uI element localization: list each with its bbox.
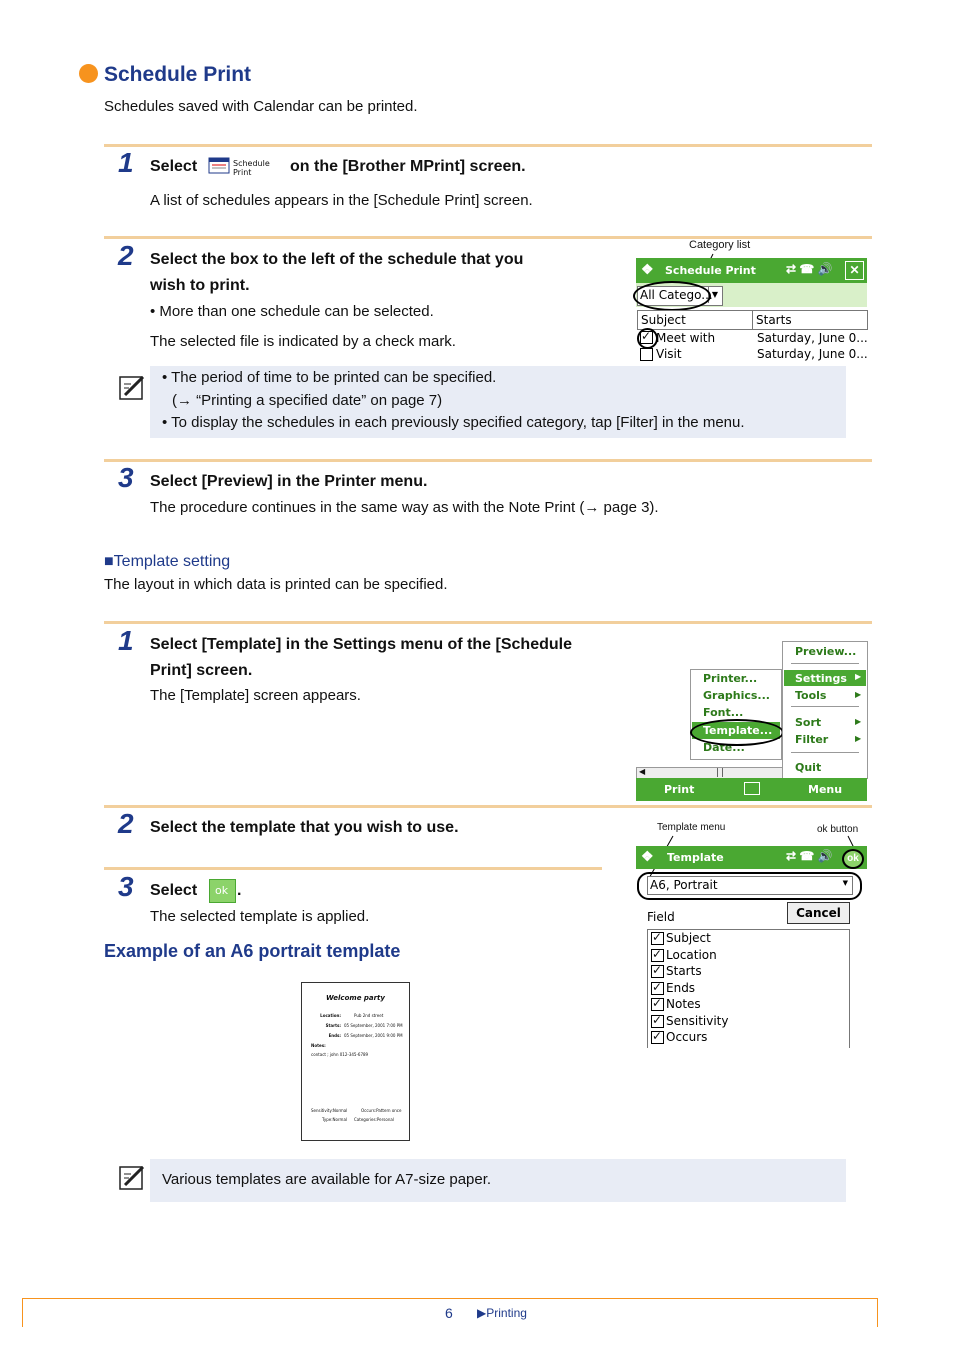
windows-logo-icon: ❖ [641,848,654,864]
example-notes-value: contact ; john 012-345-6789 [311,1052,369,1057]
step-title: Select the template that you wish to use. [150,819,459,836]
chevron-down-icon: ▼ [708,287,721,303]
field-label-item: Notes [666,997,701,1011]
print-softkey[interactable]: Print [664,783,695,796]
row-checkbox[interactable] [640,348,653,361]
step-title: Select [Preview] in the Printer menu. [150,473,428,490]
menu-item-preview[interactable]: Preview... [795,645,857,658]
field-label: Field [647,910,675,924]
example-type: Type:Normal [322,1117,348,1122]
screen-title: Template [667,851,724,864]
row-subject: Meet with [656,331,716,345]
scroll-left-icon[interactable]: ◀ [639,767,646,776]
example-notes-key: Notes: [311,1043,326,1048]
step-body-1: • More than one schedule can be selected. [150,303,434,320]
page-number: 6 [445,1305,453,1321]
example-ends-value: 05 September, 2001 9:00 PM [344,1033,403,1038]
example-heading: Example of an A6 portrait template [104,941,401,961]
page-title: Schedule Print [104,63,252,86]
callout-category-list: Category list [689,239,751,251]
section-bullet-icon [79,64,98,83]
subsection-heading: ■Template setting [104,553,231,570]
note-line-2: (→ “Printing a specified date” on page 7) [172,392,443,409]
field-label-item: Location [666,947,717,962]
category-highlight-ellipse [633,281,711,311]
example-title: Welcome party [326,994,385,1002]
callout-ok-button: ok button [817,824,859,835]
step-divider [104,805,872,808]
step-divider [104,621,872,624]
menu-item-font[interactable]: Font... [703,706,744,719]
ok-label: ok [847,853,859,864]
field-label-item: Ends [666,980,696,995]
windows-logo-icon: ❖ [641,261,654,277]
template-select-value: A6, Portrait [650,878,718,892]
row-starts: Saturday, June 0... [757,331,868,345]
section-intro: Schedules saved with Calendar can be printed. [104,98,418,115]
subsection-intro: The layout in which data is printed can be specified. [104,576,448,593]
step-body: The selected template is applied. [150,908,370,925]
field-label-item: Sensitivity [666,1013,729,1028]
menu-item-tools[interactable]: Tools [795,689,827,702]
step-body: A list of schedules appears in the [Schedule Print] screen. [150,192,533,209]
field-label-item: Starts [666,964,702,978]
example-sensitivity: Sensitivity:Normal [311,1108,348,1113]
note-icon [117,373,147,408]
footer-link-printing[interactable]: ▶Printing [477,1306,527,1320]
example-location-key: Location: [320,1013,341,1018]
schedule-print-icon-label: Schedule Print [233,159,270,177]
status-icons: ⇄ ☎ 🔊 [786,849,833,863]
step-number: 2 [118,808,134,839]
column-header-label: Starts [756,313,792,327]
menu-item-template[interactable]: Template... [703,724,773,737]
menu-item-graphics[interactable]: Graphics... [703,689,770,702]
menu-softkey[interactable]: Menu [808,783,843,796]
step-number: 3 [118,462,134,493]
chevron-right-icon: ▶ [855,717,862,726]
cancel-button[interactable] [787,902,850,924]
schedule-print-icon [208,156,284,176]
note-icon [117,1163,147,1198]
cancel-label: Cancel [796,906,841,920]
example-starts-key: Starts: [325,1023,341,1028]
menu-item-printer[interactable]: Printer... [703,672,758,685]
bottom-bar [636,778,867,801]
menu-item-settings[interactable]: Settings [795,672,847,685]
menu-separator [791,752,859,753]
step-title-pre: Select [150,158,198,175]
chevron-right-icon: ▶ [855,672,862,681]
step-body: The procedure continues in the same way as with the Note Print (→ page 3). [150,499,659,516]
column-header-subject[interactable] [637,310,753,330]
field-checkbox[interactable] [651,932,664,945]
step-title-line1: Select the box to the left of the schedule that you [150,251,524,268]
step-divider [104,867,602,870]
step-title-line2: wish to print. [150,277,250,294]
step-divider [104,144,872,147]
scroll-thumb[interactable] [717,768,723,777]
ok-label: ok [215,884,229,897]
example-location-value: Pub 2nd street [354,1013,384,1018]
step-number: 3 [118,871,134,902]
menu-item-sort[interactable]: Sort [795,716,822,729]
titlebar [636,846,867,869]
menu-item-quit[interactable]: Quit [795,761,822,774]
menu-item-filter[interactable]: Filter [795,733,829,746]
field-checkbox[interactable] [651,982,664,995]
step-title-pre: Select [150,882,198,899]
chevron-right-icon: ▶ [855,734,862,743]
ok-button-icon [209,879,236,903]
note-line-1: • The period of time to be printed can be specified. [162,369,497,386]
field-checkbox[interactable] [651,949,664,962]
callout-template-menu: Template menu [657,822,726,833]
step-title-post: on the [Brother MPrint] screen. [290,158,526,175]
status-icons: ⇄ ☎ 🔊 [786,262,833,276]
field-checkbox[interactable] [651,1031,664,1044]
example-ends-key: Ends: [328,1033,341,1038]
chevron-down-icon: ▼ [842,879,848,887]
titlebar [636,258,867,283]
settings-submenu [690,669,782,760]
ok-button[interactable] [842,849,864,869]
example-occurs: Occurs:Pattern once [361,1108,402,1113]
step-title-line2: Print] screen. [150,662,253,679]
step-divider [104,236,872,239]
row-starts: Saturday, June 0... [757,347,868,361]
app-title: Schedule Print [665,264,756,277]
chevron-right-icon: ▶ [855,690,862,699]
menu-separator [791,663,859,664]
close-icon[interactable]: ✕ [845,261,864,280]
step-title-line1: Select [Template] in the Settings menu of the [Schedule [150,636,572,653]
row-subject: Visit [656,347,682,361]
step-body: The [Template] screen appears. [150,687,361,704]
field-checkbox[interactable] [651,998,664,1011]
template-highlight-ellipse [690,719,784,746]
menu-item-date[interactable]: Date... [703,741,745,754]
step-number: 1 [118,625,134,656]
example-categories: Categories:Personal [354,1117,394,1122]
field-checkbox[interactable] [651,965,664,978]
menu-separator [791,706,859,707]
step-number: 1 [118,147,134,178]
step-divider [104,459,872,462]
field-checkbox[interactable] [651,1015,664,1028]
step-title-post: . [237,882,242,899]
keyboard-icon[interactable] [744,782,760,795]
category-value: All Catego... [640,288,713,302]
column-header-starts[interactable] [752,310,868,330]
field-label-item: Occurs [666,1030,708,1044]
field-label-item: Subject [666,931,711,945]
example-starts-value: 05 September, 2001 7:00 PM [344,1023,403,1028]
main-menu [782,641,868,779]
step-body-2: The selected file is indicated by a check mark. [150,333,456,350]
checkbox-highlight-ellipse [637,328,658,349]
example-card [301,982,410,1141]
note-line-3: • To display the schedules in each previously specified category, tap [Filter] in the menu. [162,414,745,431]
template-select-highlight [637,872,862,900]
column-header-label: Subject [641,313,686,327]
note-text: Various templates are available for A7-size paper. [162,1171,492,1188]
step-number: 2 [118,240,134,271]
